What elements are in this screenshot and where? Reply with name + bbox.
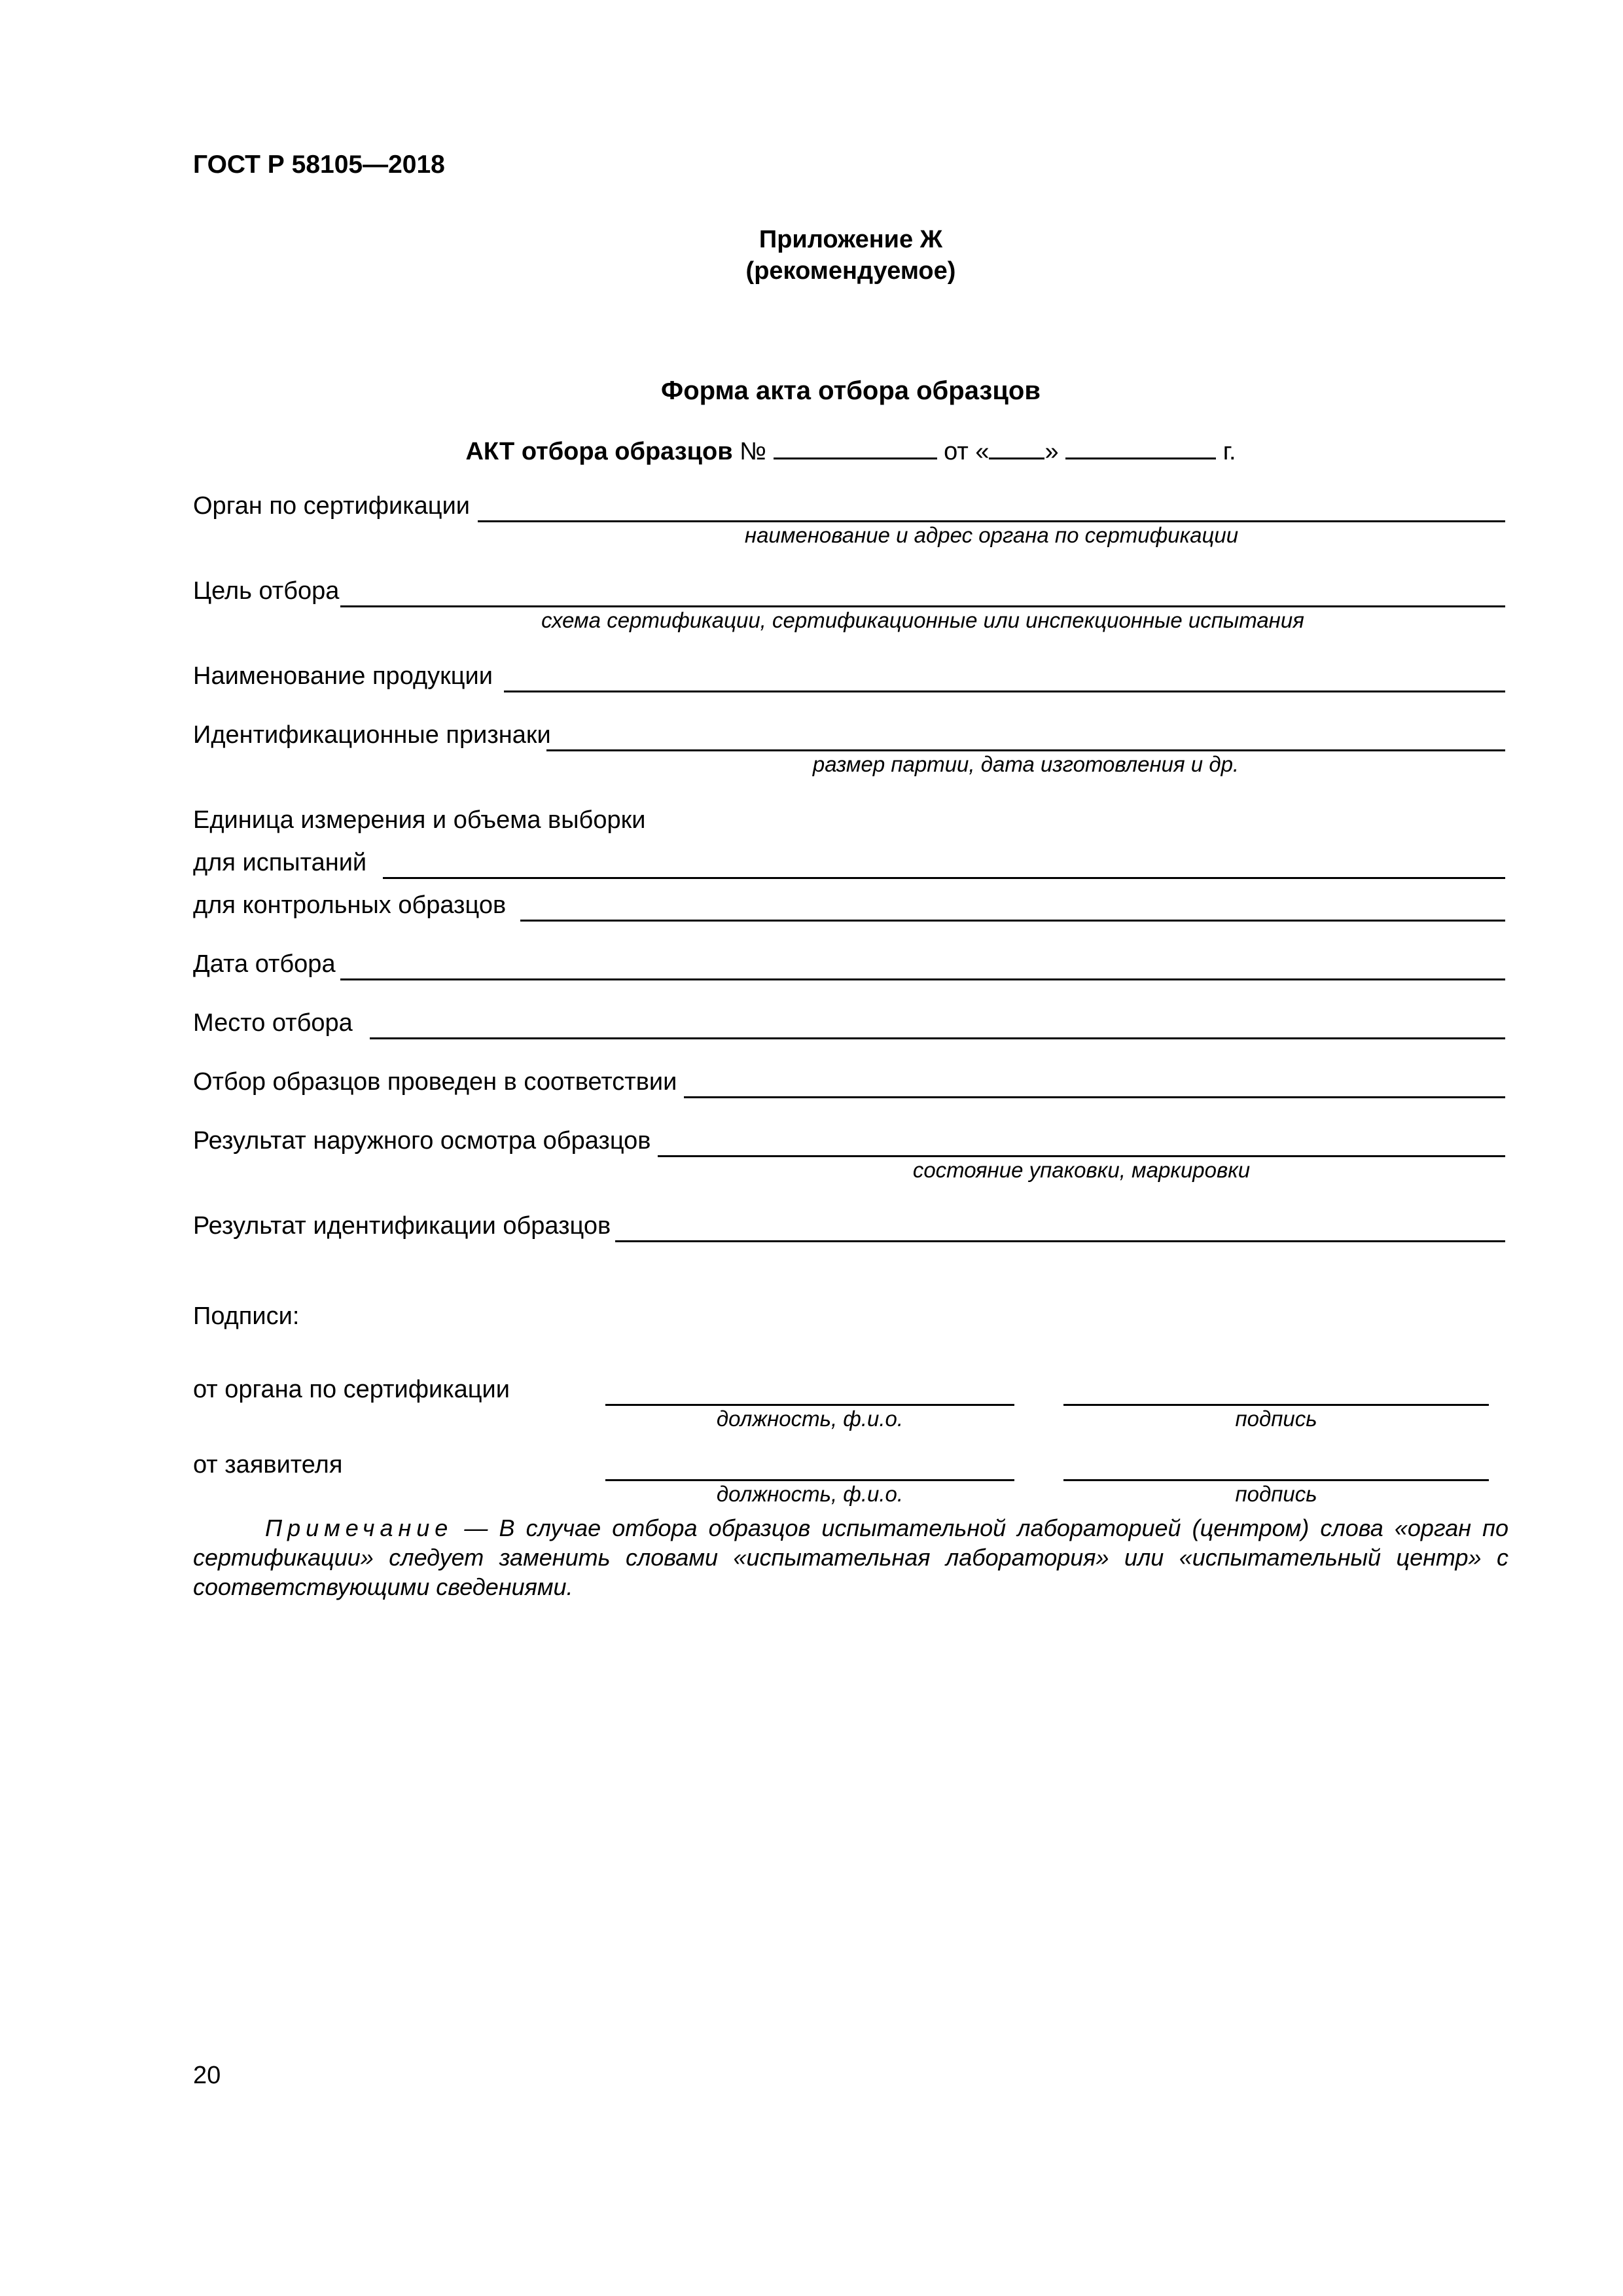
field-label-sampling-purpose: Цель отбора [193,577,340,605]
act-year-suffix: г. [1222,438,1236,465]
document-header: ГОСТ Р 58105—2018 [193,151,445,179]
page-number: 20 [193,2062,221,2089]
act-prefix: АКТ отбора образцов [465,438,733,465]
signature-position-hint-certification-body: должность, ф.и.о. [716,1407,904,1431]
field-line-product-name[interactable] [504,691,1505,692]
field-label-sampling-standard: Отбор образцов проведен в соответствии [193,1068,677,1096]
signature-hint-certification-body: подпись [1235,1407,1317,1431]
field-line-identification-result[interactable] [615,1240,1505,1242]
field-hint-identification-features: размер партии, дата изготовления и др. [812,752,1240,776]
field-line-certification-body[interactable] [478,520,1505,522]
field-label-certification-body: Орган по сертификации [193,492,471,520]
field-label-sampling-place: Место отбора [193,1009,353,1037]
signature-position-line-certification-body[interactable] [605,1404,1014,1406]
act-from: от « [944,438,990,465]
signature-position-hint-applicant: должность, ф.и.о. [716,1482,904,1506]
act-number-sign: № [740,438,766,465]
field-line-sampling-date[interactable] [340,978,1505,980]
signature-position-line-applicant[interactable] [605,1479,1014,1481]
signature-label-certification-body: от органа по сертификации [193,1376,510,1403]
act-quote-close: » [1044,438,1059,465]
field-line-visual-inspection-result[interactable] [658,1155,1505,1157]
field-label-sampling-date: Дата отбора [193,950,336,978]
field-line-for-tests[interactable] [383,877,1505,879]
signatures-title: Подписи: [193,1302,300,1330]
field-line-sampling-standard[interactable] [684,1096,1505,1098]
act-month-year-field[interactable] [1065,435,1216,459]
field-label-identification-result: Результат идентификации образцов [193,1212,611,1240]
act-day-field[interactable] [989,435,1044,459]
appendix-status: (рекомендуемое) [745,257,956,285]
note-lead: Примечание [265,1515,454,1541]
note-paragraph [193,1513,1508,1602]
field-line-for-control-samples[interactable] [520,920,1505,922]
field-label-for-control-samples: для контрольных образцов [193,891,507,919]
field-label-sample-unit-volume: Единица измерения и объема выборки [193,806,646,834]
field-hint-visual-inspection-result: состояние упаковки, маркировки [912,1158,1251,1182]
signature-line-applicant[interactable] [1063,1479,1489,1481]
note-text: — В случае отбора образцов испытательной лабораторией (центром) слова «орган по сертификации» следует заменить словами «испытательная лаборатория» или «испытательный центр» с соответствующими сведениями. [193,1515,1508,1600]
field-label-visual-inspection-result: Результат наружного осмотра образцов [193,1127,651,1155]
field-hint-sampling-purpose: схема сертификации, сертификационные или инспекционные испытания [541,608,1304,632]
field-hint-certification-body: наименование и адрес органа по сертификации [744,523,1239,547]
act-heading [0,435,1623,466]
field-label-for-tests: для испытаний [193,849,367,876]
field-line-identification-features[interactable] [546,749,1505,751]
appendix-title: Приложение Ж [758,226,943,253]
field-line-sampling-place[interactable] [370,1037,1505,1039]
act-number-field[interactable] [774,435,937,459]
signature-hint-applicant: подпись [1235,1482,1317,1506]
signature-label-applicant: от заявителя [193,1451,343,1479]
field-line-sampling-purpose[interactable] [340,605,1505,607]
form-title: Форма акта отбора образцов [661,376,1041,405]
signature-line-certification-body[interactable] [1063,1404,1489,1406]
field-label-identification-features: Идентификационные признаки [193,721,551,749]
field-label-product-name: Наименование продукции [193,662,493,690]
